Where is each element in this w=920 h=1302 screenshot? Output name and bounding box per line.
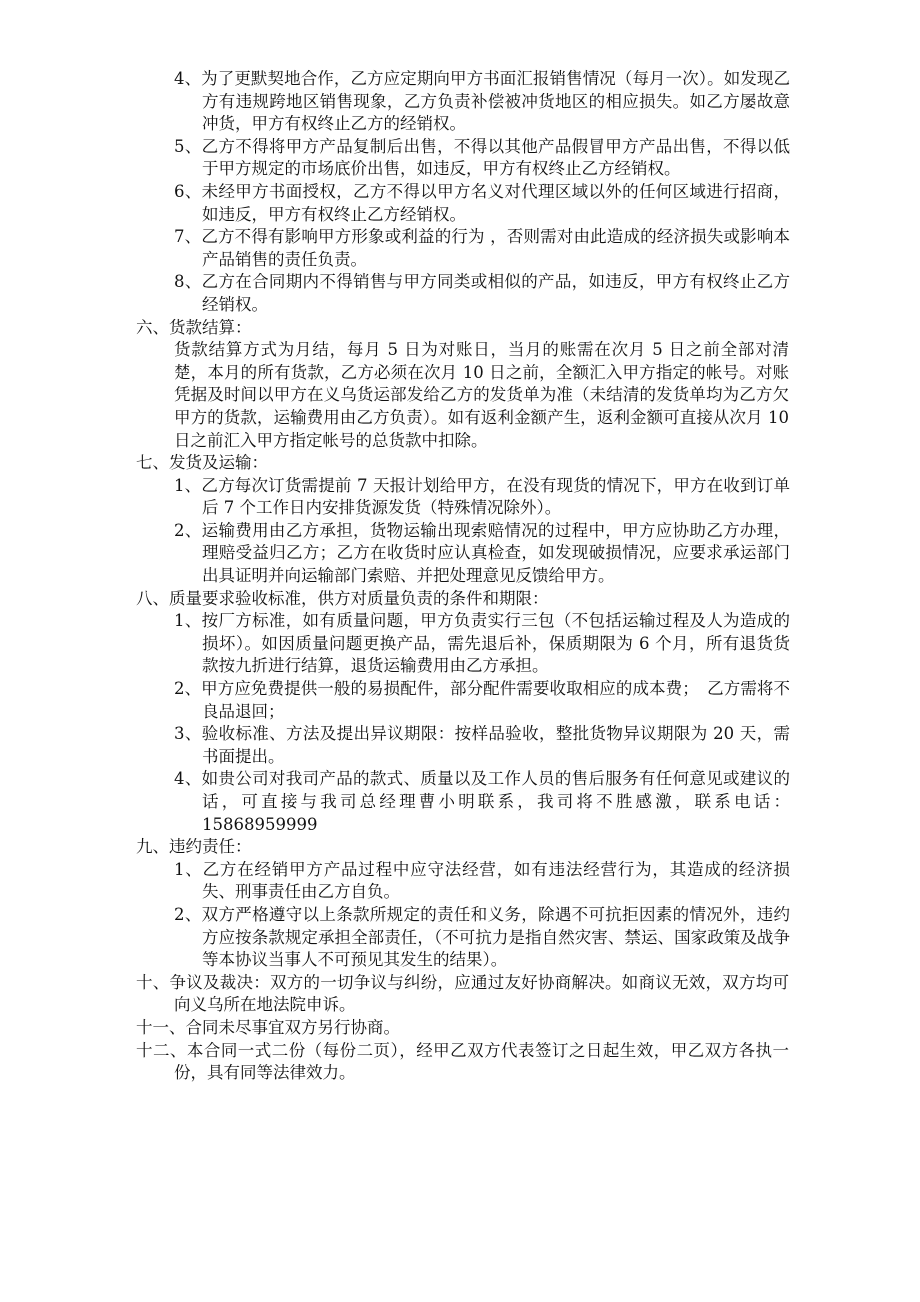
- clause-8-4: 4、如贵公司对我司产品的款式、质量以及工作人员的售后服务有任何意见或建议的话，可直接与我司总经理曹小明联系，我司将不胜感激，联系电话：15868959999: [174, 769, 790, 834]
- section-10: 十、争议及裁决：双方的一切争议与纠纷，应通过友好协商解决。如商议无效，双方均可向义乌所在地法院申诉。: [136, 972, 789, 1015]
- section-8-heading: 八、质量要求验收标准，供方对质量负责的条件和期限：: [136, 588, 549, 608]
- clause-9-1: 1、乙方在经销甲方产品过程中应守法经营，如有违法经营行为，其造成的经济损失、刑事责任由乙方自负。: [174, 859, 790, 902]
- clause-7-1: 1、乙方每次订货需提前 7 天报计划给甲方，在没有现货的情况下，甲方在收到订单后 7 个工作日内安排货源发货（特殊情况除外）。: [174, 475, 790, 518]
- contract-page: [0, 68, 920, 1085]
- clause-7-2: 2、运输费用由乙方承担，货物运输出现索赔情况的过程中，甲方应协助乙方办理，理赔受益归乙方；乙方在收货时应认真检查，如发现破损情况，应要求承运部门出具证明并向运输部门索赔、并把处理意见反馈给甲方。: [174, 520, 790, 586]
- clause-5-7: 7、乙方不得有影响甲方形象或利益的行为 ，否则需对由此造成的经济损失或影响本产品销售的责任负责。: [174, 227, 790, 269]
- clause-8-3: 3、验收标准、方法及提出异议期限：按样品验收，整批货物异议期限为 20 天，需书面提出。: [174, 724, 790, 766]
- section-11: 十一、合同未尽事宜双方另行协商。: [136, 1017, 400, 1037]
- clause-8-1: 1、按厂方标准，如有质量问题，甲方负责实行三包（不包括运输过程及人为造成的损坏）。如因质量问题更换产品，需先退后补，保质期限为 6 个月，所有退货货款按九折进行结算，退货运输费用由乙方承担。: [174, 611, 790, 676]
- clause-5-4: 4、为了更默契地合作，乙方应定期向甲方书面汇报销售情况（每月一次）。如发现乙方有违规跨地区销售现象，乙方负责补偿被冲货地区的相应损失。如乙方屡故意冲货，甲方有权终止乙方的经销权。: [174, 69, 790, 134]
- clause-5-6: 6、未经甲方书面授权，乙方不得以甲方名义对代理区域以外的任何区域进行招商，如违反，甲方有权终止乙方经销权。: [174, 181, 790, 224]
- section-6-body: 货款结算方式为月结，每月 5 日为对账日，当月的账需在次月 5 日之前全部对清楚，本月的所有货款，乙方必须在次月 10 日之前，全额汇入甲方指定的帐号。对账凭据及时间以甲方在义乌货运部发给乙方的发货单为准（未结清的发货单均为乙方欠甲方的货款，运输费用由乙方负责）。如有返利金额产生，返利金额可直接从次月 10 日之前汇入甲方指定帐号的总货款中扣除。: [174, 340, 789, 450]
- clause-5-8: 8、乙方在合同期内不得销售与甲方同类或相似的产品，如违反，甲方有权终止乙方经销权。: [174, 272, 790, 314]
- section-6-heading: 六、货款结算：: [136, 317, 252, 337]
- section-7-heading: 七、发货及运输：: [136, 453, 268, 473]
- section-12: 十二、本合同一式二份（每份二页），经甲乙双方代表签订之日起生效，甲乙双方各执一份，具有同等法律效力。: [136, 1040, 789, 1083]
- clause-8-2: 2、甲方应免费提供一般的易损配件，部分配件需要收取相应的成本费； 乙方需将不良品退回；: [174, 679, 790, 721]
- section-9-heading: 九、违约责任：: [136, 837, 252, 857]
- clause-9-2: 2、双方严格遵守以上条款所规定的责任和义务，除遇不可抗拒因素的情况外，违约方应按条款规定承担全部责任，（不可抗力是指自然灾害、禁运、国家政策及战争等本协议当事人不可预见其发生的结果）。: [174, 904, 790, 970]
- clause-5-5: 5、乙方不得将甲方产品复制后出售，不得以其他产品假冒甲方产品出售，不得以低于甲方规定的市场底价出售，如违反，甲方有权终止乙方经销权。: [174, 136, 790, 179]
